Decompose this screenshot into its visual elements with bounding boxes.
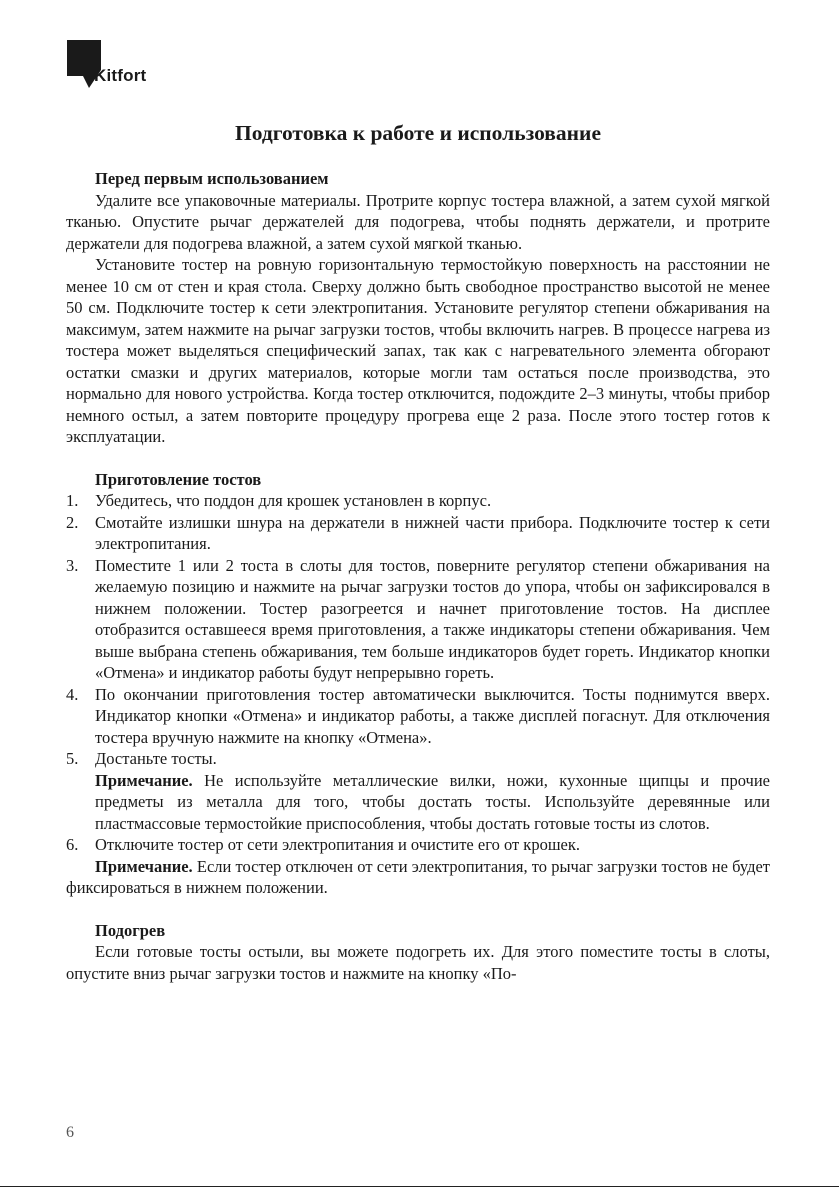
paragraph: Установите тостер на ровную горизонтальную термостойкую поверхность на расстоянии не менее 10 см от стен и края стола. Сверху должно быть свободное пространство высотой не менее 50 см. Подключите тостер к сети электропитания. Установите регулятор степени обжаривания на максимум, затем нажмите на рычаг загрузки тостов, чтобы включить нагрев. В процессе нагрева из тостера может выделяться специфический запах, так как с нагревательного элемента обгорают остатки смазки и других материалов, которые могли там остаться после производства, это нормально для нового устройства. Когда тостер отключится, подождите 2–3 минуты, чтобы прибор немного остыл, а затем повторите процедуру прогрева еще 2 раза. После этого тостер готов к эксплуатации. bbox=[66, 255, 770, 446]
list-item: 5. Достаньте тосты. Примечание. Не используйте металлические вилки, ножи, кухонные щипцы и прочие предметы из металла для того, чтобы достать тосты. Используйте деревянные или пластмассовые термостойкие приспособления, чтобы достать готовые тосты из слотов. bbox=[66, 749, 770, 833]
note-label: Примечание. bbox=[95, 770, 193, 790]
step-note: Примечание. Не используйте металлические вилки, ножи, кухонные щипцы и прочие предметы из металла для того, чтобы достать тосты. Используйте деревянные или пластмассовые термостойкие приспособления, чтобы достать готовые тосты из слотов. bbox=[95, 770, 770, 833]
section-heading-reheat: Подогрев bbox=[95, 920, 166, 940]
paragraph: Удалите все упаковочные материалы. Протрите корпус тостера влажной, а затем сухой мягкой тканью. Опустите рычаг держателей для подогрева, чтобы поднять держатели, и протрите держатели для подогрева влажной, а затем сухой мягкой тканью. bbox=[66, 190, 770, 253]
list-item: 4. По окончании приготовления тостер автоматически выключится. Тосты поднимутся вверх. Индикатор кнопки «Отмена» и индикатор работы, а также дисплей погаснут. Для отключения тостера вручную нажмите на кнопку «Отмена». bbox=[66, 684, 770, 747]
page-content bbox=[66, 118, 770, 984]
page-number: 6 bbox=[66, 1124, 74, 1141]
list-item: 1. Убедитесь, что поддон для крошек установлен в корпус. bbox=[66, 491, 492, 510]
list-item: 2. Смотайте излишки шнура на держатели в нижней части прибора. Подключите тостер к сети электропитания. bbox=[66, 512, 770, 553]
page-title: Подготовка к работе и использование bbox=[235, 121, 601, 145]
brand-name: Kitfort bbox=[94, 66, 147, 85]
bottom-divider bbox=[0, 1186, 839, 1187]
section-heading-toasting: Приготовление тостов bbox=[95, 469, 262, 489]
section-heading-first-use: Перед первым использованием bbox=[95, 169, 329, 188]
brand-logo bbox=[65, 40, 165, 90]
list-item: 6. Отключите тостер от сети электропитания и очистите его от крошек. bbox=[66, 835, 580, 854]
list-item: 3. Поместите 1 или 2 тоста в слоты для тостов, поверните регулятор степени обжаривания на желаемую позицию и нажмите на рычаг загрузки тостов до упора, чтобы он зафиксировался в нижнем положении. Тостер разогреется и начнет приготовление тостов. На дисплее отобразится оставшееся время приготовления, а также индикаторы степени обжаривания. Чем выше выбрана степень обжаривания, тем больше индикаторов будет гореть. Индикатор кнопки «Отмена» и индикатор работы будут непрерывно гореть. bbox=[66, 555, 770, 682]
note-label: Примечание. bbox=[95, 856, 193, 876]
paragraph: Если готовые тосты остыли, вы можете подогреть их. Для этого поместите тосты в слоты, опустите вниз рычаг загрузки тостов и нажмите на кнопку «По- bbox=[66, 942, 770, 983]
final-note: Примечание. Если тостер отключен от сети электропитания, то рычаг загрузки тостов не будет фиксироваться в нижнем положении. bbox=[66, 856, 770, 897]
toasting-steps-list bbox=[66, 490, 770, 856]
